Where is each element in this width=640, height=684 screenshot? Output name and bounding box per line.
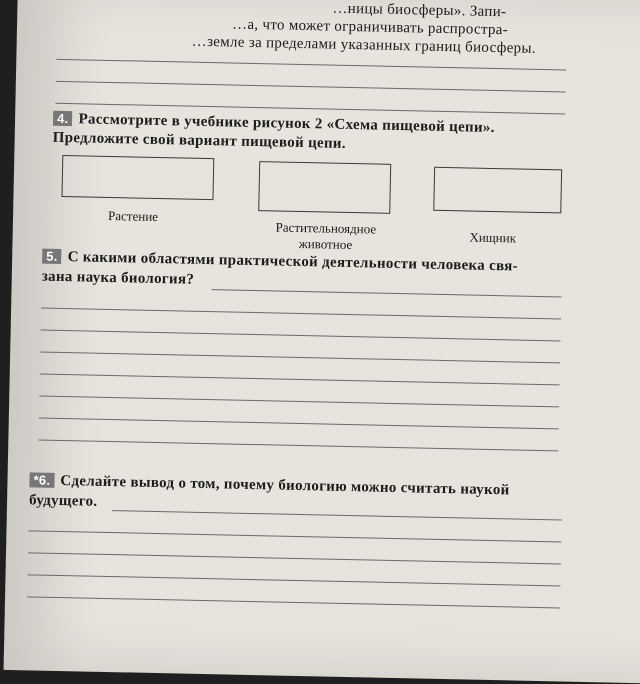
answer-line xyxy=(56,59,566,71)
label-predator: Хищник xyxy=(469,229,517,246)
food-chain-box-herbivore xyxy=(258,161,391,214)
top-text-line-3: …земле за пределами указанных границ биосферы. xyxy=(191,33,537,57)
label-plant: Растение xyxy=(107,207,159,224)
task-4-number: 4. xyxy=(53,111,73,126)
label-herbivore-2: животное xyxy=(298,235,353,253)
answer-line xyxy=(40,352,560,364)
answer-line xyxy=(27,596,560,608)
task-5-number: 5. xyxy=(42,249,62,264)
top-text-line-1: …ницы биосферы». Запи- xyxy=(332,0,507,21)
workbook-page xyxy=(4,0,640,684)
task-6-number: *6. xyxy=(29,472,54,488)
task-4-line-2: Предложите свой вариант пищевой цепи. xyxy=(52,129,347,152)
task-4-line-1: 4. Рассмотрите в учебнике рисунок 2 «Схема пищевой цепи». xyxy=(53,111,495,137)
task-5-line-2: зана наука биология? xyxy=(41,268,195,288)
food-chain-box-predator xyxy=(433,167,562,214)
answer-line xyxy=(38,440,558,452)
answer-line xyxy=(41,308,561,320)
answer-line xyxy=(40,374,560,386)
answer-line xyxy=(39,418,559,430)
answer-line xyxy=(56,81,566,93)
answer-line xyxy=(28,552,561,564)
answer-line xyxy=(41,330,561,342)
label-herbivore-1: Растительноядное xyxy=(275,219,377,237)
task-5-line-1: 5. С какими областями практической деятельности человека свя- xyxy=(42,249,518,276)
food-chain-box-plant xyxy=(61,155,214,200)
answer-line xyxy=(39,396,559,408)
task-6-line-1: *6. Сделайте вывод о том, почему биологию можно считать наукой xyxy=(29,472,509,499)
task-6-line-2: будущего. xyxy=(28,492,98,510)
answer-line xyxy=(28,530,561,542)
answer-line xyxy=(212,289,562,297)
answer-line xyxy=(28,574,561,586)
answer-line xyxy=(112,510,562,520)
top-text-line-2: …а, что может ограничивать распростра- xyxy=(231,16,509,39)
